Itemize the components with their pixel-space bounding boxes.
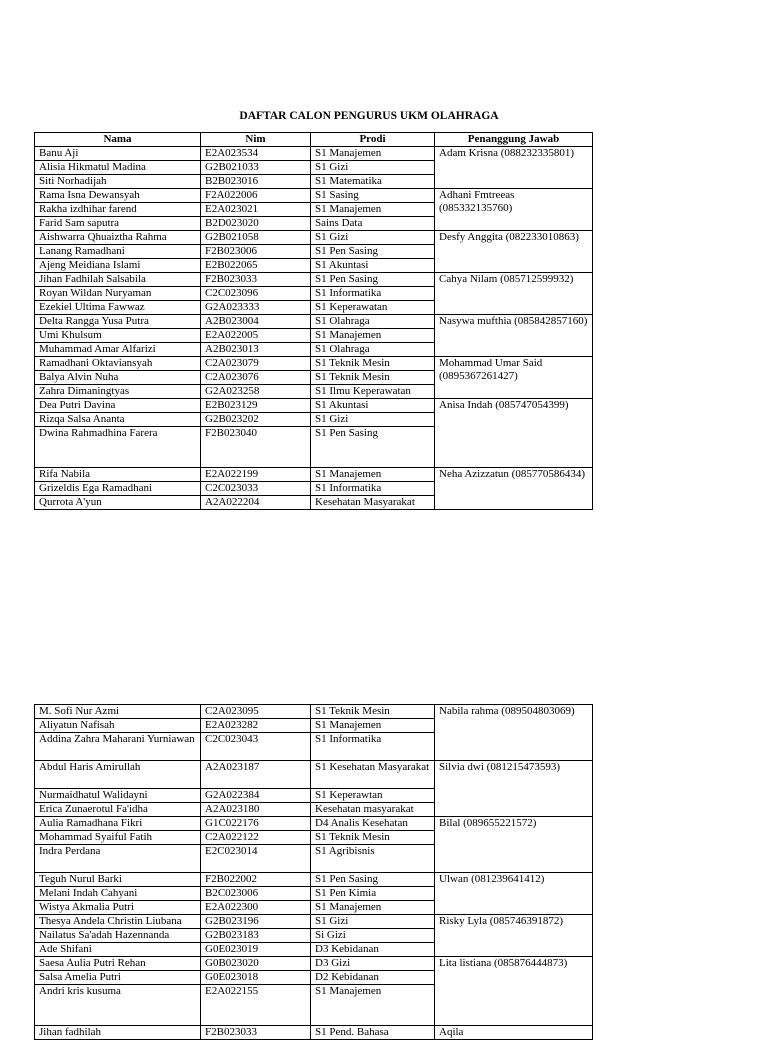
cell-nim: A2B023004	[201, 315, 311, 329]
cell-nim: G2B023183	[201, 929, 311, 943]
cell-nim: G0E023018	[201, 971, 311, 985]
cell-prodi: D3 Kebidanan	[311, 943, 435, 957]
cell-nim: E2B023129	[201, 399, 311, 413]
cell-nim: E2A023021	[201, 203, 311, 217]
cell-prodi: S1 Pen Sasing	[311, 273, 435, 287]
cell-nama: Jihan fadhilah	[35, 1026, 201, 1040]
table-row	[35, 957, 593, 971]
cell-nim: G2A023258	[201, 385, 311, 399]
cell-nama: Saesa Aulia Putri Rehan	[35, 957, 201, 971]
cell-nama: Wistya Akmalia Putri	[35, 901, 201, 915]
cell-prodi: S1 Manajemen	[311, 147, 435, 161]
cell-prodi: S1 Akuntasi	[311, 259, 435, 273]
cell-nama: Thesya Andela Christin Liubana	[35, 915, 201, 929]
cell-prodi: S1 Manajemen	[311, 468, 435, 482]
cell-nama: Abdul Haris Amirullah	[35, 761, 201, 789]
table-row	[35, 231, 593, 245]
cell-nim: E2A022155	[201, 985, 311, 1026]
cell-nama: Addina Zahra Maharani Yurniawan	[35, 733, 201, 761]
table-row	[35, 817, 593, 831]
cell-nama: Dea Putri Davina	[35, 399, 201, 413]
cell-nim: C2C023043	[201, 733, 311, 761]
cell-prodi: S1 Kesehatan Masyarakat	[311, 761, 435, 789]
cell-prodi: D2 Kebidanan	[311, 971, 435, 985]
cell-penanggung-jawab: Nasywa mufthia (085842857160)	[435, 315, 593, 357]
header-nama: Nama	[35, 133, 201, 147]
table-header-row	[35, 133, 593, 147]
cell-nama: Aishwarra Qhuaiztha Rahma	[35, 231, 201, 245]
cell-nim: E2B022065	[201, 259, 311, 273]
table-row	[35, 399, 593, 413]
document-title: DAFTAR CALON PENGURUS UKM OLAHRAGA	[239, 110, 499, 122]
cell-prodi: D3 Gizi	[311, 957, 435, 971]
cell-nama: Rama Isna Dewansyah	[35, 189, 201, 203]
cell-nama: Farid Sam saputra	[35, 217, 201, 231]
cell-nim: A2A023187	[201, 761, 311, 789]
cell-nim: E2A023282	[201, 719, 311, 733]
cell-nim: G2A023333	[201, 301, 311, 315]
cell-nama: Grizeldis Ega Ramadhani	[35, 482, 201, 496]
cell-nama: Alisia Hikmatul Madina	[35, 161, 201, 175]
cell-nama: Banu Aji	[35, 147, 201, 161]
cell-penanggung-jawab: Mohammad Umar Said (0895367261427)	[435, 357, 593, 399]
cell-nama: Ramadhani Oktaviansyah	[35, 357, 201, 371]
candidate-table-1	[34, 132, 593, 510]
cell-prodi: S1 Gizi	[311, 231, 435, 245]
cell-nim: B2D023020	[201, 217, 311, 231]
cell-nama: Aliyatun Nafisah	[35, 719, 201, 733]
header-penanggung-jawab: Penanggung Jawab	[435, 133, 593, 147]
cell-penanggung-jawab: Cahya Nilam (085712599932)	[435, 273, 593, 315]
cell-nama: Umi Khulsum	[35, 329, 201, 343]
cell-nim: G2A022384	[201, 789, 311, 803]
cell-prodi: S1 Manajemen	[311, 985, 435, 1026]
cell-prodi: S1 Teknik Mesin	[311, 371, 435, 385]
cell-penanggung-jawab: Anisa Indah (085747054399)	[435, 399, 593, 468]
table-row	[35, 1026, 593, 1040]
cell-prodi: S1 Teknik Mesin	[311, 357, 435, 371]
table-row	[35, 273, 593, 287]
cell-prodi: S1 Matematika	[311, 175, 435, 189]
cell-nim: G2B023202	[201, 413, 311, 427]
cell-penanggung-jawab: Risky Lyla (085746391872)	[435, 915, 593, 957]
cell-prodi: S1 Pend. Bahasa	[311, 1026, 435, 1040]
cell-nim: G1C022176	[201, 817, 311, 831]
cell-prodi: S1 Gizi	[311, 413, 435, 427]
cell-nama: Erica Zunaerotul Fa'idha	[35, 803, 201, 817]
cell-nim: C2A023076	[201, 371, 311, 385]
cell-nim: F2A022006	[201, 189, 311, 203]
table-row	[35, 147, 593, 161]
cell-nama: M. Sofi Nur Azmi	[35, 705, 201, 719]
cell-nama: Dwina Rahmadhina Farera	[35, 427, 201, 468]
cell-prodi: S1 Olahraga	[311, 343, 435, 357]
cell-penanggung-jawab: Desfy Anggita (082233010863)	[435, 231, 593, 273]
cell-nama: Qurrota A'yun	[35, 496, 201, 510]
cell-prodi: S1 Ilmu Keperawatan	[311, 385, 435, 399]
cell-nim: F2B023033	[201, 1026, 311, 1040]
cell-prodi: S1 Informatika	[311, 733, 435, 761]
cell-prodi: S1 Manajemen	[311, 901, 435, 915]
cell-nama: Indra Perdana	[35, 845, 201, 873]
cell-penanggung-jawab: Adhani Fmtreeas (085332135760)	[435, 189, 593, 231]
cell-prodi: S1 Keperawtan	[311, 789, 435, 803]
table-row	[35, 915, 593, 929]
cell-nim: F2B023006	[201, 245, 311, 259]
table-row	[35, 705, 593, 719]
cell-penanggung-jawab: Nabila rahma (089504803069)	[435, 705, 593, 761]
cell-nama: Lanang Ramadhani	[35, 245, 201, 259]
table-row	[35, 468, 593, 482]
cell-nama: Delta Rangga Yusa Putra	[35, 315, 201, 329]
cell-prodi: S1 Teknik Mesin	[311, 705, 435, 719]
cell-nim: G2B021058	[201, 231, 311, 245]
cell-prodi: S1 Teknik Mesin	[311, 831, 435, 845]
cell-penanggung-jawab: Lita listiana (085876444873)	[435, 957, 593, 1026]
cell-prodi: S1 Manajemen	[311, 203, 435, 217]
cell-nim: F2B022002	[201, 873, 311, 887]
cell-nama: Muhammad Amar Alfarizi	[35, 343, 201, 357]
cell-nama: Siti Norhadijah	[35, 175, 201, 189]
cell-nama: Rifa Nabila	[35, 468, 201, 482]
cell-nim: C2A023079	[201, 357, 311, 371]
cell-nama: Mohammad Syaiful Fatih	[35, 831, 201, 845]
cell-nama: Melani Indah Cahyani	[35, 887, 201, 901]
cell-nim: E2A022005	[201, 329, 311, 343]
cell-prodi: S1 Pen Sasing	[311, 873, 435, 887]
table-row	[35, 873, 593, 887]
cell-nim: G0E023019	[201, 943, 311, 957]
cell-penanggung-jawab: Aqila	[435, 1026, 593, 1040]
candidate-table-2	[34, 704, 593, 1040]
cell-penanggung-jawab: Bilal (089655221572)	[435, 817, 593, 873]
cell-nama: Rakha izdhihar farend	[35, 203, 201, 217]
cell-nim: F2B023033	[201, 273, 311, 287]
cell-nim: C2A022122	[201, 831, 311, 845]
cell-prodi: S1 Keperawatan	[311, 301, 435, 315]
table-row	[35, 189, 593, 203]
cell-nim: F2B023040	[201, 427, 311, 468]
cell-nama: Teguh Nurul Barki	[35, 873, 201, 887]
cell-nim: E2A022300	[201, 901, 311, 915]
cell-prodi: S1 Manajemen	[311, 329, 435, 343]
cell-nama: Nailatus Sa'adah Hazennanda	[35, 929, 201, 943]
cell-penanggung-jawab: Silvia dwi (081215473593)	[435, 761, 593, 817]
cell-nama: Rizqa Salsa Ananta	[35, 413, 201, 427]
cell-prodi: S1 Akuntasi	[311, 399, 435, 413]
table-row	[35, 761, 593, 789]
cell-nim: C2A023095	[201, 705, 311, 719]
cell-nama: Ajeng Meidiana Islami	[35, 259, 201, 273]
cell-nim: A2A022204	[201, 496, 311, 510]
cell-nim: C2C023096	[201, 287, 311, 301]
cell-prodi: S1 Agribisnis	[311, 845, 435, 873]
cell-prodi: S1 Manajemen	[311, 719, 435, 733]
cell-prodi: Kesehatan Masyarakat	[311, 496, 435, 510]
cell-nim: E2A022199	[201, 468, 311, 482]
table-row	[35, 315, 593, 329]
cell-nim: G2B023196	[201, 915, 311, 929]
cell-nama: Andri kris kusuma	[35, 985, 201, 1026]
cell-nama: Salsa Amelia Putri	[35, 971, 201, 985]
cell-nama: Royan Wildan Nuryaman	[35, 287, 201, 301]
cell-nim: A2B023013	[201, 343, 311, 357]
cell-nim: A2A023180	[201, 803, 311, 817]
cell-prodi: S1 Informatika	[311, 287, 435, 301]
cell-prodi: S1 Pen Kimia	[311, 887, 435, 901]
table-row	[35, 357, 593, 371]
cell-nim: G2B021033	[201, 161, 311, 175]
cell-nim: B2B023016	[201, 175, 311, 189]
cell-prodi: Kesehatan masyarakat	[311, 803, 435, 817]
cell-prodi: Si Gizi	[311, 929, 435, 943]
cell-nama: Balya Alvin Nuha	[35, 371, 201, 385]
cell-prodi: S1 Pen Sasing	[311, 427, 435, 468]
cell-nim: E2C023014	[201, 845, 311, 873]
cell-nama: Jihan Fadhilah Salsabila	[35, 273, 201, 287]
cell-prodi: S1 Olahraga	[311, 315, 435, 329]
cell-nama: Nurmaidhatul Walidayni	[35, 789, 201, 803]
cell-nim: C2C023033	[201, 482, 311, 496]
cell-nama: Ade Shifani	[35, 943, 201, 957]
cell-prodi: S1 Gizi	[311, 161, 435, 175]
cell-nama: Ezekiel Ultima Fawwaz	[35, 301, 201, 315]
header-prodi: Prodi	[311, 133, 435, 147]
cell-nim: E2A023534	[201, 147, 311, 161]
cell-penanggung-jawab: Ulwan (081239641412)	[435, 873, 593, 915]
cell-nim: G0B023020	[201, 957, 311, 971]
cell-penanggung-jawab: Neha Azizzatun (085770586434)	[435, 468, 593, 510]
cell-nim: B2C023006	[201, 887, 311, 901]
cell-prodi: D4 Analis Kesehatan	[311, 817, 435, 831]
cell-penanggung-jawab: Adam Krisna (088232335801)	[435, 147, 593, 189]
cell-prodi: S1 Gizi	[311, 915, 435, 929]
cell-prodi: S1 Sasing	[311, 189, 435, 203]
cell-nama: Zahra Dimaningtyas	[35, 385, 201, 399]
cell-nama: Aulia Ramadhana Fikri	[35, 817, 201, 831]
cell-prodi: S1 Pen Sasing	[311, 245, 435, 259]
cell-prodi: S1 Informatika	[311, 482, 435, 496]
cell-prodi: Sains Data	[311, 217, 435, 231]
header-nim: Nim	[201, 133, 311, 147]
